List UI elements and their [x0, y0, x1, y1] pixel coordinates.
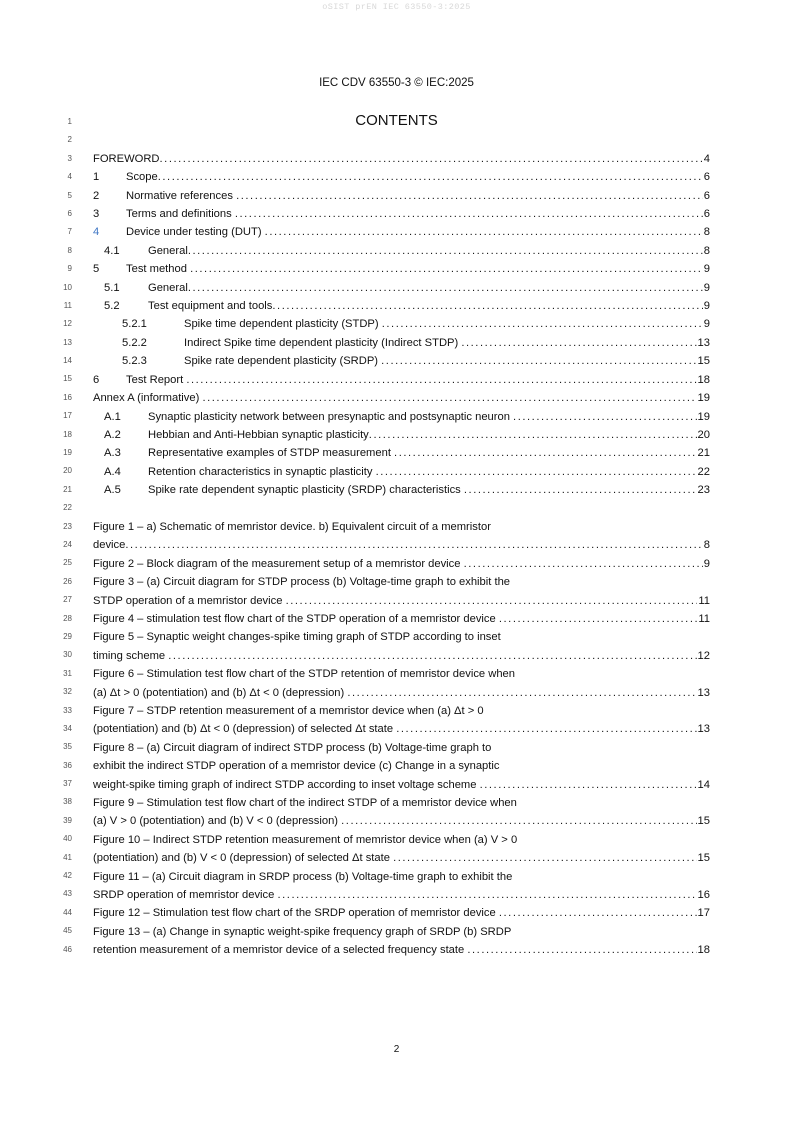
toc-figure-title-tail: SRDP operation of memristor device — [93, 889, 278, 902]
dot-leader — [480, 776, 697, 794]
toc-figure-page: 15 — [697, 852, 710, 865]
toc-figure-title-tail: (potentiation) and (b) V < 0 (depression) of selected Δt state — [93, 852, 394, 865]
dot-leader — [513, 408, 697, 426]
line-number: 23 — [63, 521, 72, 531]
dot-leader — [160, 150, 703, 168]
toc-figure-entry[interactable] — [0, 610, 793, 628]
line-number: 24 — [63, 539, 72, 549]
toc-entry-title: General — [148, 244, 188, 257]
toc-entry[interactable] — [0, 279, 793, 297]
toc-entry[interactable] — [0, 481, 793, 499]
toc-entry-page: 4 — [703, 152, 710, 165]
line-number: 21 — [63, 484, 72, 494]
line-number: 43 — [63, 889, 72, 899]
toc-entry-number: A.3 — [104, 447, 121, 460]
toc-figure-title-tail: (a) Δt > 0 (potentiation) and (b) Δt < 0 (depression) — [93, 686, 348, 699]
toc-figure-page: 14 — [697, 778, 710, 791]
toc-figure-entry[interactable] — [0, 628, 793, 665]
dot-leader — [394, 444, 697, 462]
toc-figure-entry[interactable] — [0, 555, 793, 573]
line-number: 15 — [63, 374, 72, 384]
line-number: 31 — [63, 668, 72, 678]
line-number: 36 — [63, 760, 72, 770]
dot-leader — [188, 279, 703, 297]
toc-entry[interactable] — [0, 334, 793, 352]
toc-figure-title-tail: retention measurement of a memristor device of a selected frequency state — [93, 944, 468, 957]
dot-leader — [464, 555, 703, 573]
toc-spacer-row — [0, 131, 793, 149]
toc-entry[interactable] — [0, 187, 793, 205]
line-number: 29 — [63, 631, 72, 641]
toc-entry-page: 6 — [703, 171, 710, 184]
toc-entry-page: 22 — [697, 465, 710, 478]
toc-entry-page: 15 — [697, 355, 710, 368]
toc-entry-title: Test Report — [126, 373, 187, 386]
dot-leader — [186, 371, 696, 389]
toc-figure-title-tail: (a) V > 0 (potentiation) and (b) V < 0 (depression) — [93, 815, 342, 828]
toc-entry-title: Terms and definitions — [126, 208, 235, 221]
toc-entry-page: 18 — [697, 373, 710, 386]
toc-figure-line: Figure 7 – STDP retention measurement of a memristor device when (a) Δt > 0 — [93, 705, 484, 717]
toc-entry-number: A.2 — [104, 428, 121, 441]
toc-entry-page: 8 — [703, 244, 710, 257]
toc-entry[interactable] — [0, 150, 793, 168]
toc-entry-number: 5.1 — [104, 281, 120, 294]
line-number: 39 — [63, 815, 72, 825]
toc-figure-page: 15 — [697, 815, 710, 828]
line-number: 41 — [63, 852, 72, 862]
dot-leader — [499, 610, 698, 628]
toc-entry[interactable] — [0, 444, 793, 462]
dot-leader — [168, 647, 696, 665]
toc-entry[interactable] — [0, 463, 793, 481]
dot-leader — [464, 481, 697, 499]
line-number: 10 — [63, 282, 72, 292]
line-number: 11 — [63, 300, 72, 310]
line-number: 9 — [67, 264, 72, 274]
toc-figure-line: Figure 6 – Stimulation test flow chart of the STDP retention of memristor device when — [93, 668, 516, 681]
dot-leader — [125, 536, 702, 554]
toc-figure-line: Figure 3 – (a) Circuit diagram for STDP process (b) Voltage-time graph to exhibit the — [93, 576, 511, 589]
toc-entry-title: Test equipment and tools — [148, 300, 273, 313]
line-number: 46 — [63, 944, 72, 954]
toc-entry-number: 2 — [93, 189, 100, 202]
toc-entry[interactable] — [0, 426, 793, 444]
line-number: 19 — [63, 448, 72, 458]
line-number: 37 — [63, 779, 72, 789]
dot-leader — [393, 849, 696, 867]
line-number: 26 — [63, 576, 72, 586]
document-watermark-header: oSIST prEN IEC 63550-3:2025 — [322, 2, 471, 12]
toc-entry[interactable] — [0, 205, 793, 223]
line-number: 12 — [63, 319, 72, 329]
line-number: 38 — [63, 797, 72, 807]
table-of-contents — [0, 113, 793, 960]
line-number: 40 — [63, 834, 72, 844]
toc-entry[interactable] — [0, 168, 793, 186]
toc-figure-entry[interactable] — [0, 868, 793, 905]
toc-figure-title-tail: (potentiation) and (b) Δt < 0 (depression) of selected Δt state — [93, 723, 397, 736]
toc-figure-title-tail: weight-spike timing graph of indirect STDP according to inset voltage scheme — [93, 778, 480, 791]
toc-entry-title: Representative examples of STDP measurement — [148, 447, 395, 460]
toc-entry-title: FOREWORD — [93, 152, 160, 165]
toc-entry-number: 5 — [93, 263, 100, 276]
dot-leader — [277, 886, 696, 904]
document-title: IEC CDV 63550-3 © IEC:2025 — [319, 77, 474, 89]
toc-figure-entry[interactable] — [0, 573, 793, 610]
toc-figure-line: Figure 10 – Indirect STDP retention measurement of memristor device when (a) V > 0 — [93, 833, 518, 846]
line-number: 5 — [67, 190, 72, 200]
toc-figure-page: 16 — [697, 889, 710, 902]
line-number: 30 — [63, 650, 72, 660]
dot-leader — [396, 720, 696, 738]
toc-entry[interactable] — [0, 242, 793, 260]
toc-figure-page: 13 — [697, 686, 710, 699]
line-number: 17 — [63, 411, 72, 421]
line-number: 2 — [67, 135, 72, 145]
toc-entry-title: Synaptic plasticity network between presynaptic and postsynaptic neuron — [148, 410, 514, 423]
toc-entry[interactable] — [0, 352, 793, 370]
dot-leader — [369, 426, 697, 444]
dot-leader — [158, 168, 703, 186]
toc-entry-page: 9 — [703, 300, 710, 313]
toc-figure-page: 13 — [697, 723, 710, 736]
dot-leader — [202, 389, 696, 407]
toc-entry[interactable] — [0, 260, 793, 278]
toc-figure-line: Figure 8 – (a) Circuit diagram of indirect STDP process (b) Voltage-time graph to — [93, 741, 492, 754]
toc-figure-page: 18 — [697, 944, 710, 957]
line-number: 13 — [63, 337, 72, 347]
line-number: 35 — [63, 742, 72, 752]
toc-figure-title-tail: device — [93, 539, 126, 552]
toc-figure-entry[interactable] — [0, 702, 793, 739]
toc-spacer-row — [0, 113, 793, 131]
toc-figure-title-tail: Figure 12 – Stimulation test flow chart of the SRDP operation of memristor device — [93, 907, 499, 920]
toc-entry-title: Test method — [126, 263, 191, 276]
toc-figure-page: 11 — [698, 612, 710, 625]
toc-entry[interactable] — [0, 297, 793, 315]
toc-entry-title: Annex A (informative) — [93, 392, 203, 405]
dot-leader — [341, 812, 696, 830]
toc-entry-page: 19 — [697, 410, 710, 423]
toc-figure-line: Figure 13 – (a) Change in synaptic weight-spike frequency graph of SRDP (b) SRDP — [93, 925, 512, 938]
line-number: 27 — [63, 595, 72, 605]
toc-figure-entry[interactable] — [0, 665, 793, 702]
line-number: 32 — [63, 687, 72, 697]
line-number: 4 — [67, 172, 72, 182]
toc-figure-title-tail: STDP operation of a memristor device — [93, 594, 286, 607]
dot-leader — [499, 904, 697, 922]
toc-entry-title: Normative references — [126, 189, 237, 202]
toc-entry-title: Retention characteristics in synaptic plasticity — [148, 465, 376, 478]
line-number: 3 — [67, 153, 72, 163]
toc-figure-title-tail: Figure 4 – stimulation test flow chart of the STDP operation of a memristor device — [93, 612, 499, 625]
dot-leader — [376, 463, 697, 481]
line-number: 1 — [67, 117, 72, 126]
dot-leader — [347, 684, 696, 702]
toc-entry-page: 9 — [703, 318, 710, 331]
toc-entry-title: Spike time dependent plasticity (STDP) — [184, 318, 382, 331]
line-number: 42 — [63, 871, 72, 881]
toc-entry-page: 20 — [697, 428, 710, 441]
line-number: 22 — [63, 503, 72, 513]
toc-entry-title: Spike rate dependent plasticity (SRDP) — [184, 355, 382, 368]
toc-entry-page: 8 — [703, 226, 710, 239]
page-title: CONTENTS — [355, 112, 438, 129]
toc-entry-number: 1 — [93, 171, 100, 184]
toc-entry-number: 4.1 — [104, 244, 120, 257]
toc-entry-page: 19 — [697, 392, 710, 405]
toc-entry-page: 9 — [703, 263, 710, 276]
toc-figure-entry[interactable] — [0, 794, 793, 831]
toc-entry-number: 3 — [93, 208, 100, 221]
line-number: 44 — [63, 907, 72, 917]
toc-entry-title: Spike rate dependent synaptic plasticity (SRDP) characteristics — [148, 484, 464, 497]
toc-figure-entry[interactable] — [0, 904, 793, 922]
toc-entry-page: 6 — [703, 208, 710, 221]
toc-figure-entry[interactable] — [0, 518, 793, 555]
toc-entry[interactable] — [0, 315, 793, 333]
line-number: 20 — [63, 466, 72, 476]
toc-entry-number: A.1 — [104, 410, 121, 423]
toc-figure-page: 8 — [703, 539, 710, 552]
dot-leader — [190, 260, 703, 278]
toc-entry-title: Device under testing (DUT) — [126, 226, 265, 239]
line-number: 25 — [63, 558, 72, 568]
toc-entry-title: General — [148, 281, 188, 294]
toc-figure-page: 12 — [697, 649, 710, 662]
toc-entry-title: Hebbian and Anti-Hebbian synaptic plasticity — [148, 428, 369, 441]
dot-leader — [461, 334, 696, 352]
toc-figure-line: exhibit the indirect STDP operation of a memristor device (c) Change in a synaptic — [93, 760, 500, 773]
toc-figure-title-tail: timing scheme — [93, 649, 169, 662]
toc-entry-number: 5.2.1 — [122, 318, 147, 331]
toc-entry-number: 5.2.3 — [122, 355, 147, 368]
footer-page-number: 2 — [393, 1044, 400, 1055]
line-number: 34 — [63, 723, 72, 733]
toc-figure-page: 17 — [697, 907, 710, 920]
toc-figure-page: 11 — [698, 594, 710, 607]
toc-figure-line: Figure 11 – (a) Circuit diagram in SRDP process (b) Voltage-time graph to exhibit the — [93, 870, 513, 883]
toc-entry[interactable] — [0, 389, 793, 407]
dot-leader — [381, 352, 696, 370]
line-number: 45 — [63, 926, 72, 936]
toc-figure-title-tail: Figure 2 – Block diagram of the measurement setup of a memristor device — [93, 557, 464, 570]
dot-leader — [265, 223, 703, 241]
toc-entry-title: Scope — [126, 171, 158, 184]
toc-entry-number: 6 — [93, 373, 100, 386]
toc-entry-page: 13 — [697, 336, 710, 349]
toc-figure-line: Figure 5 – Synaptic weight changes-spike timing graph of STDP according to inset — [93, 631, 501, 644]
toc-entry-title: Indirect Spike time dependent plasticity (Indirect STDP) — [184, 336, 462, 349]
toc-entry-page: 21 — [697, 447, 710, 460]
toc-spacer-row — [0, 500, 793, 518]
toc-entry-number: 5.2 — [104, 300, 120, 313]
toc-entry[interactable] — [0, 408, 793, 426]
line-number: 8 — [67, 245, 72, 255]
dot-leader — [382, 315, 703, 333]
toc-entry[interactable] — [0, 371, 793, 389]
line-number: 16 — [63, 392, 72, 402]
toc-figure-page: 9 — [703, 557, 710, 570]
dot-leader — [286, 592, 698, 610]
line-number: 28 — [63, 613, 72, 623]
dot-leader — [188, 242, 703, 260]
line-number: 33 — [63, 705, 72, 715]
toc-figure-entry[interactable] — [0, 739, 793, 794]
toc-entry[interactable] — [0, 223, 793, 241]
dot-leader — [235, 205, 703, 223]
line-number: 7 — [67, 227, 72, 237]
toc-figure-entry[interactable] — [0, 923, 793, 960]
line-number: 6 — [67, 208, 72, 218]
toc-figure-line: Figure 1 – a) Schematic of memristor device. b) Equivalent circuit of a memristor — [93, 520, 491, 533]
toc-entry-page: 23 — [697, 484, 710, 497]
toc-entry-page: 9 — [703, 281, 710, 294]
dot-leader — [467, 941, 696, 959]
toc-entry-number: 5.2.2 — [122, 336, 147, 349]
toc-entry-number: 4 — [93, 226, 100, 239]
toc-figure-entry[interactable] — [0, 831, 793, 868]
toc-entry-page: 6 — [703, 189, 710, 202]
dot-leader — [236, 187, 703, 205]
toc-entry-number: A.5 — [104, 484, 121, 497]
line-number: 14 — [63, 356, 72, 366]
toc-figure-line: Figure 9 – Stimulation test flow chart of the indirect STDP of a memristor device when — [93, 797, 517, 810]
dot-leader — [272, 297, 702, 315]
toc-entry-number: A.4 — [104, 465, 121, 478]
line-number: 18 — [63, 429, 72, 439]
